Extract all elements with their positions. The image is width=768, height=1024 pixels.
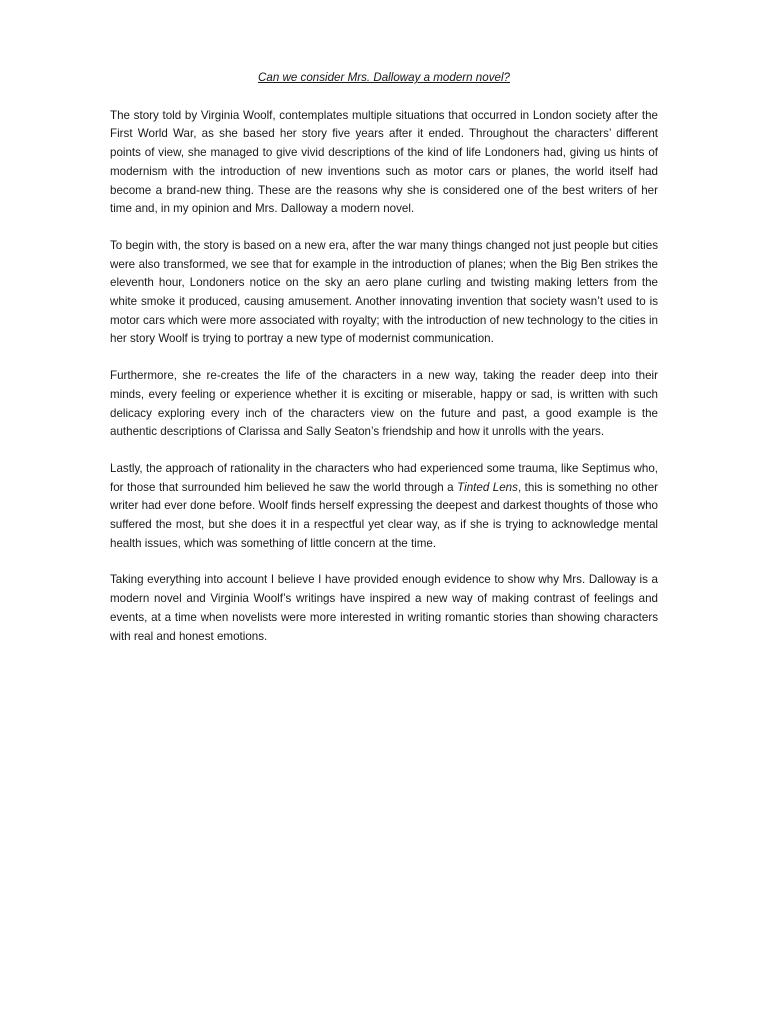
paragraph-introduction: The story told by Virginia Woolf, contemplates multiple situations that occurred in London society after the First World War, as she based her story five years after it ended. Throughout the characters’ different points of view, she managed to give vivid descriptions of the kind of life Londoners had, giving us hints of modernism with the introduction of new inventions such as motor cars or planes, the world itself had become a brand-new thing. These are the reasons why she is considered one of the best writers of her time and, in my opinion and Mrs. Dalloway a modern novel. [110,108,658,216]
paragraph-rationality-text-after: , this is something no other writer had ever done before. Woolf finds herself expressing the deepest and darkest thoughts of those who suffered the most, but she does it in a respectful yet clear way, as if she is trying to acknowledge mental health issues, which was something of little concern at the time. [110,480,659,550]
paragraph-rationality-text-before: Lastly, the approach of rationality in the characters who had experienced some trauma, like Septimus who, for those that surrounded him believed he saw the world through a [110,461,658,494]
paragraph-rationality [110,460,658,554]
document-body [110,69,658,664]
document-title: Can we consider Mrs. Dalloway a modern novel? [258,71,510,84]
paragraph-rationality-italic: Tinted Lens [457,480,518,494]
paragraph-new-era: To begin with, the story is based on a new era, after the war many things changed not just people but cities were also transformed, we see that for example in the introduction of planes; when the Big Ben strikes the eleventh hour, Londoners notice on the sky an aero plane curling and twisting making letters from the white smoke it produced, causing amusement. Another innovating invention that society wasn’t used to is motor cars which were more associated with royalty; with the introduction of new technology to the cities in her story Woolf is trying to portray a new type of modernist communication. [110,238,658,346]
paragraph-characters: Furthermore, she re-creates the life of the characters in a new way, taking the reader deep into their minds, every feeling or experience whether it is exciting or miserable, happy or sad, is written with such delicacy exploring every inch of the characters view on the future and past, a good example is the authentic descriptions of Clarissa and Sally Seaton’s friendship and how it unrolls with the years. [110,369,658,439]
paragraph-conclusion: Taking everything into account I believe I have provided enough evidence to show why Mrs. Dalloway is a modern novel and Virginia Woolf’s writings have inspired a new way of making contrast of feelings and events, at a time when novelists were more interested in writing romantic stories than showing characters with real and honest emotions. [110,573,658,643]
